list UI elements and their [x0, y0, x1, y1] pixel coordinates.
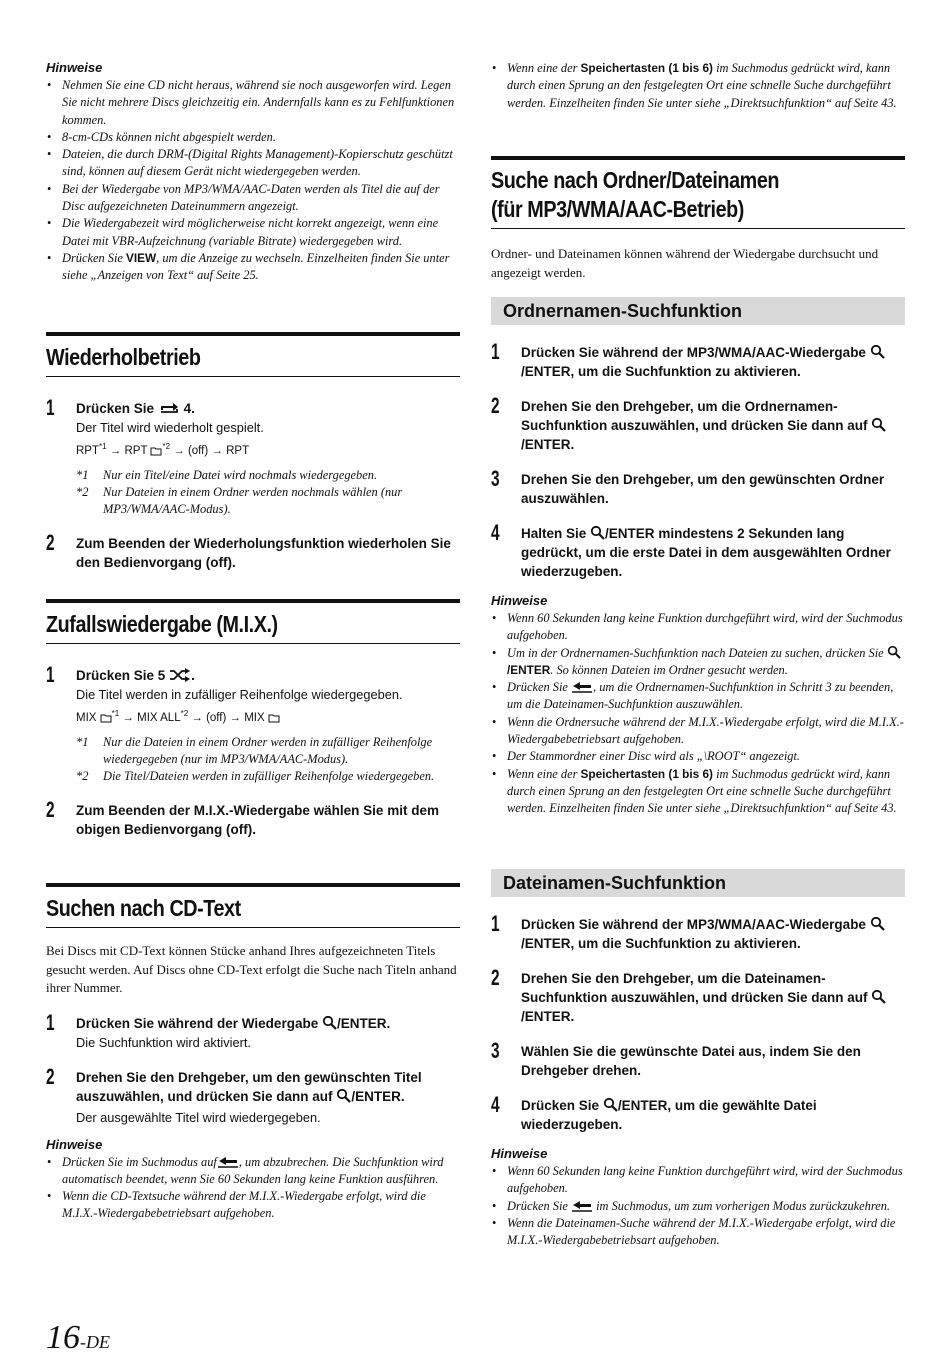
step-3: [491, 466, 905, 508]
footnote-text: Nur Dateien in einem Ordner werden nochmals wählen (nur MP3/WMA/AAC-Modus).: [103, 484, 403, 516]
step-text: [521, 470, 905, 508]
notes-list: [46, 1154, 460, 1223]
step-text: [521, 969, 905, 1026]
footnote: [46, 484, 460, 518]
notes-block: [491, 593, 905, 818]
arrow: →: [191, 711, 203, 724]
search-icon: [870, 344, 885, 359]
note-item: [46, 250, 460, 285]
note-text: Um in der Ordnernamen-Suchfunktion nach Dateien zu suchen, drücken Sie: [507, 645, 884, 660]
keyword: Drehgeber: [178, 1069, 245, 1085]
notes-block: [46, 1137, 460, 1223]
seq-item: RPT: [226, 444, 250, 457]
footnote: [46, 734, 460, 768]
footnote: [46, 768, 460, 785]
step-number: 2: [46, 796, 55, 822]
footnote-mark: *2: [162, 442, 171, 451]
step-1: [46, 1009, 460, 1052]
step-label: , um die gewählte Datei wiederzugeben.: [521, 1098, 817, 1132]
step-label: Drücken Sie: [521, 1098, 600, 1113]
seq-item: RPT: [76, 444, 99, 457]
note-item: [491, 60, 905, 112]
note-item: • Wenn 60 Sekunden lang keine Funktion durchgeführt wird, wird der Suchmodus aufgehoben.: [491, 1163, 905, 1198]
arrow: →: [211, 444, 223, 457]
note-item: • 8-cm-CDs können nicht abgespielt werden.: [46, 129, 460, 146]
section-heading: [46, 332, 460, 377]
footnote-mark: *2: [76, 484, 89, 499]
note-item: [491, 645, 905, 680]
note-item: • Wenn die Ordnersuche während der M.I.X.-Wiedergabe erfolgt, wird die M.I.X.-Wiedergabebetriebsart aufgehoben.: [491, 714, 905, 749]
step-key: /ENTER.: [351, 1088, 405, 1104]
footnote-mark: *2: [76, 768, 89, 783]
seq-item: MIX ALL: [137, 711, 181, 724]
step-2: [491, 965, 905, 1026]
notes-list: [491, 610, 905, 818]
seq-item: MIX: [76, 711, 97, 724]
step-text: Zum Beenden der M.I.X.-Wiedergabe wählen Sie mit dem obigen Bedienvorgang (off).: [76, 802, 439, 837]
step-number: 1: [46, 1009, 55, 1035]
step-text: [76, 1014, 460, 1033]
arrow: →: [122, 711, 134, 724]
notes-title: Hinweise: [491, 1146, 548, 1161]
search-icon: [322, 1015, 337, 1030]
preset-keys: Speichertasten (1 bis 6): [580, 766, 713, 781]
note-text: Drücken Sie: [62, 250, 126, 265]
arrow: →: [109, 444, 122, 457]
step-label: drehen.: [588, 1063, 642, 1078]
step-label: , um den gewünschten Titel auszuwählen, und drücken Sie dann auf: [76, 1069, 422, 1104]
intro-paragraph: Ordner- und Dateinamen können während der Wiedergabe durchsucht und angezeigt werden.: [491, 246, 879, 280]
step-text: [76, 1068, 460, 1106]
step-label: Drücken Sie während der MP3/WMA/AAC-Wiedergabe: [521, 917, 866, 932]
arrow: →: [229, 711, 242, 724]
seq-item: MIX: [244, 711, 265, 724]
note-item: • Die Wiedergabezeit wird möglicherweise nicht korrekt angezeigt, wenn eine Datei mit VBR-Aufzeichnung (variable Bitrate) wiedergegeben wird.: [46, 215, 460, 250]
view-key: VIEW: [126, 250, 157, 265]
search-icon: [887, 645, 901, 659]
note-text: Drücken Sie: [507, 680, 568, 695]
note-text: Drücken Sie im Suchmodus auf: [62, 1154, 217, 1169]
step-end: .: [191, 668, 195, 683]
mode-sequence: [76, 704, 460, 728]
step-key: /ENTER.: [336, 1015, 391, 1031]
step-label: Drehen Sie den: [521, 971, 624, 986]
note-text: , um die Anzeige zu wechseln. Einzelheiten finden Sie unter siehe „Anzeigen von Text“ auf Seite 25.: [62, 250, 450, 283]
note-item: • Wenn die CD-Textsuche während der M.I.X.-Wiedergabe erfolgt, wird die M.I.X.-Wiedergabebetriebsart aufgehoben.: [46, 1188, 460, 1223]
step-text: [76, 666, 460, 685]
return-icon: [571, 681, 593, 693]
step-text: [521, 524, 905, 581]
keyword: Drehgeber: [623, 971, 690, 986]
folder-icon: [100, 713, 112, 723]
step-4: [491, 520, 905, 581]
step-key: 4.: [183, 401, 195, 416]
step-key: /ENTER: [617, 1098, 668, 1113]
step-key: /ENTER: [521, 364, 571, 379]
footnote-mark: *1: [99, 442, 107, 451]
step-label: Drücken Sie: [76, 401, 155, 416]
footnote-text: Nur ein Titel/eine Datei wird nochmals wiedergegeben.: [103, 467, 378, 482]
step-label: Drücken Sie während der MP3/WMA/AAC-Wiedergabe: [521, 345, 866, 360]
left-column: [46, 60, 460, 1221]
note-item: • Dateien, die durch DRM-(Digital Rights Management)-Kopierschutz geschützt sind, können auf diesem Gerät nicht wiedergegeben werden.: [46, 146, 460, 181]
step-key: /ENTER.: [521, 437, 575, 452]
step-text: Zum Beenden der Wiederholungsfunktion wiederholen Sie den Bedienvorgang (off).: [76, 535, 451, 570]
step-label: , um den gewünschten Ordner auszuwählen.: [521, 472, 885, 506]
step-1: [491, 911, 905, 953]
enter-key: /ENTER: [507, 662, 551, 677]
keyword: Drehgeber: [623, 472, 690, 487]
mix-section: [46, 599, 460, 839]
search-icon: [871, 417, 886, 432]
repeat-section: [46, 332, 460, 572]
note-text: , um die Ordnernamen-Suchfunktion in Schritt 3 zu beenden, um die Dateinamen-Suchfunktion auszuwählen.: [507, 680, 894, 712]
keyword: Drehgeber: [623, 399, 690, 414]
step-number: 2: [491, 965, 500, 990]
page-suffix: -DE: [80, 1332, 110, 1352]
heading-text: Suche nach Ordner/Dateinamen: [491, 167, 780, 193]
note-text: Wenn eine der: [507, 61, 581, 75]
search-icon: [336, 1088, 351, 1103]
step-text: [521, 397, 905, 454]
step-1: [46, 662, 460, 785]
seq-item: RPT: [124, 444, 148, 457]
keyword: Drehgeber: [521, 1063, 589, 1078]
footnote-mark: *1: [76, 734, 89, 749]
step-text: [76, 399, 460, 418]
notes-title: Hinweise: [46, 1136, 103, 1152]
step-label: mindestens 2 Sekunden lang gedrückt, um die erste Datei in dem ausgewählten Ordner wiederzugeben.: [521, 526, 891, 579]
mode-sequence: [76, 437, 460, 461]
step-text: [521, 1096, 905, 1134]
step-text: [521, 915, 905, 953]
step-description: Der ausgewählte Titel wird wiedergegeben.: [76, 1109, 321, 1125]
notes-title: Hinweise: [491, 593, 548, 608]
step-key: /ENTER: [521, 936, 571, 951]
footnote-text: Nur die Dateien in einem Ordner werden in zufälliger Reihenfolge wiedergegeben (nur im MP3/WMA/AAC-Modus).: [103, 734, 433, 766]
seq-item: (off): [187, 444, 209, 457]
step-label: , um die Suchfunktion zu aktivieren.: [570, 936, 801, 951]
return-icon: [571, 1200, 593, 1212]
footnote-mark: *1: [111, 709, 120, 718]
step-key: /ENTER: [605, 526, 655, 541]
note-text: . So können Dateien im Ordner gesucht werden.: [550, 662, 788, 677]
step-number: 2: [46, 1063, 55, 1089]
note-text: Drücken Sie: [507, 1198, 568, 1213]
step-text: [521, 1042, 905, 1080]
step-description: Der Titel wird wiederholt gespielt.: [76, 420, 264, 435]
step-text: [521, 343, 905, 381]
subsection-heading: Dateinamen-Suchfunktion: [491, 869, 905, 897]
note-item: [491, 1198, 905, 1215]
note-text: Wenn eine der: [507, 766, 581, 781]
step-number: 1: [46, 662, 55, 687]
folder-file-search-section: [491, 156, 905, 282]
step-3: [491, 1038, 905, 1080]
notes-list: [491, 60, 905, 112]
step-description: Die Suchfunktion wird aktiviert.: [76, 1034, 251, 1050]
arrow: →: [173, 444, 185, 457]
step-key: /ENTER.: [521, 1009, 575, 1024]
notes-block: [491, 1146, 905, 1249]
step-number: 1: [46, 395, 55, 420]
note-item: • Bei der Wiedergabe von MP3/WMA/AAC-Daten werden als Titel die auf der Disc aufgezeichneten Dateinummern angezeigt.: [46, 181, 460, 216]
note-item: • Nehmen Sie eine CD nicht heraus, während sie noch ausgeworfen wird. Legen Sie nicht mehrere Discs gleichzeitig ein. Andernfalls kann es zu Fehlfunktionen kommen.: [46, 77, 460, 129]
note-item: • Der Stammordner einer Disc wird als „\ROOT“ angezeigt.: [491, 748, 905, 765]
step-label: Wählen Sie die gewünschte Datei aus, indem Sie den: [521, 1044, 861, 1059]
step-2: [46, 1063, 460, 1127]
section-heading: [46, 599, 460, 644]
repeat-icon: [158, 401, 180, 415]
step-label: Drücken Sie 5: [76, 668, 166, 683]
search-icon: [590, 525, 605, 540]
step-number: 2: [46, 529, 55, 555]
step-1: [491, 339, 905, 381]
note-text: im Suchmodus, um zum vorherigen Modus zurückzukehren.: [593, 1198, 891, 1213]
page-number: [46, 1318, 110, 1362]
step-number: 4: [491, 520, 500, 545]
footnote-text: Die Titel/Dateien werden in zufälliger Reihenfolge wiedergegeben.: [103, 768, 435, 783]
heading-text: Zufallswiedergabe (M.I.X.): [46, 611, 278, 637]
step-2: [491, 393, 905, 454]
seq-item: (off): [206, 711, 227, 724]
notes-list: [46, 77, 460, 285]
page-number-value: 16: [46, 1319, 80, 1356]
footnote-mark: *1: [76, 467, 89, 482]
shuffle-icon: [169, 668, 191, 682]
note-item: • Wenn 60 Sekunden lang keine Funktion durchgeführt wird, wird der Suchmodus aufgehoben.: [491, 610, 905, 645]
step-1: [46, 395, 460, 518]
note-text: , um abzubrechen. Die Suchfunktion wird automatisch beendet, wenn Sie 60 Sekunden lang keine Funktion ausführen.: [62, 1154, 444, 1186]
heading-text: Suchen nach CD-Text: [46, 895, 241, 921]
folder-search-section: [491, 297, 905, 818]
folder-icon: [268, 713, 280, 723]
note-text: im Suchmodus gedrückt wird, kann durch einen Sprung an den festgelegten Ort eine schnelle Suche durchgeführt werden. Einzelheiten finden Sie unter siehe „Direktsuchfunktion“ auf Seite 43.: [507, 61, 897, 110]
search-icon: [603, 1097, 618, 1112]
step-label: , um die Ordnernamen-Suchfunktion auszuwählen, und drücken Sie dann auf: [521, 399, 868, 433]
subsection-heading: Ordnernamen-Suchfunktion: [491, 297, 905, 325]
step-description: Die Titel werden in zufälliger Reihenfolge wiedergegeben.: [76, 687, 403, 702]
heading-text: (für MP3/WMA/AAC-Betrieb): [491, 196, 744, 222]
notes-title: Hinweise: [46, 60, 103, 75]
step-number: 3: [491, 466, 500, 491]
note-item: [491, 766, 905, 818]
step-2: [46, 796, 460, 839]
footnote: [46, 467, 460, 484]
step-number: 3: [491, 1038, 500, 1063]
right-column: [491, 60, 905, 1248]
heading-text: Wiederholbetrieb: [46, 344, 201, 370]
footnote-mark: *2: [180, 709, 189, 718]
intro-paragraph: Bei Discs mit CD-Text können Stücke anhand Ihres aufgezeichneten Titels gesucht werden. Auf Discs ohne CD-Text erfolgt die Suche nach Titeln anhand ihrer Nummer.: [46, 943, 457, 995]
note-text: im Suchmodus gedrückt wird, kann durch einen Sprung an den festgelegten Ort eine schnelle Suche durchgeführt werden. Einzelheiten finden Sie unter siehe „Direktsuchfunktion“ auf Seite 43.: [507, 766, 897, 816]
step-label: Halten Sie: [521, 526, 587, 541]
folder-icon: [150, 446, 162, 456]
step-number: 4: [491, 1092, 500, 1117]
preset-keys: Speichertasten (1 bis 6): [580, 61, 713, 75]
section-heading: [46, 883, 460, 928]
note-item: [46, 1154, 460, 1189]
step-label: , um die Suchfunktion zu aktivieren.: [570, 364, 801, 379]
step-4: [491, 1092, 905, 1134]
notes-block: [46, 60, 460, 285]
cdtext-section: [46, 883, 460, 1223]
section-heading: [491, 156, 905, 229]
step-label: Drehen Sie den: [76, 1069, 179, 1085]
note-item: • Wenn die Dateinamen-Suche während der M.I.X.-Wiedergabe erfolgt, wird die M.I.X.-Wiedergabebetriebsart aufgehoben.: [491, 1215, 905, 1250]
step-number: 1: [491, 911, 500, 936]
note-item: [491, 679, 905, 714]
search-icon: [870, 916, 885, 931]
notes-list: [491, 1163, 905, 1249]
step-2: [46, 529, 460, 572]
step-label: Drücken Sie während der Wiedergabe: [76, 1015, 319, 1031]
step-label: Drehen Sie den: [521, 399, 624, 414]
step-label: , um die Dateinamen-Suchfunktion auszuwählen, und drücken Sie dann auf: [521, 971, 868, 1005]
file-search-section: [491, 869, 905, 1249]
step-number: 1: [491, 339, 500, 364]
step-label: Drehen Sie den: [521, 472, 624, 487]
return-icon: [217, 1156, 239, 1168]
step-number: 2: [491, 393, 500, 418]
search-icon: [871, 989, 886, 1004]
